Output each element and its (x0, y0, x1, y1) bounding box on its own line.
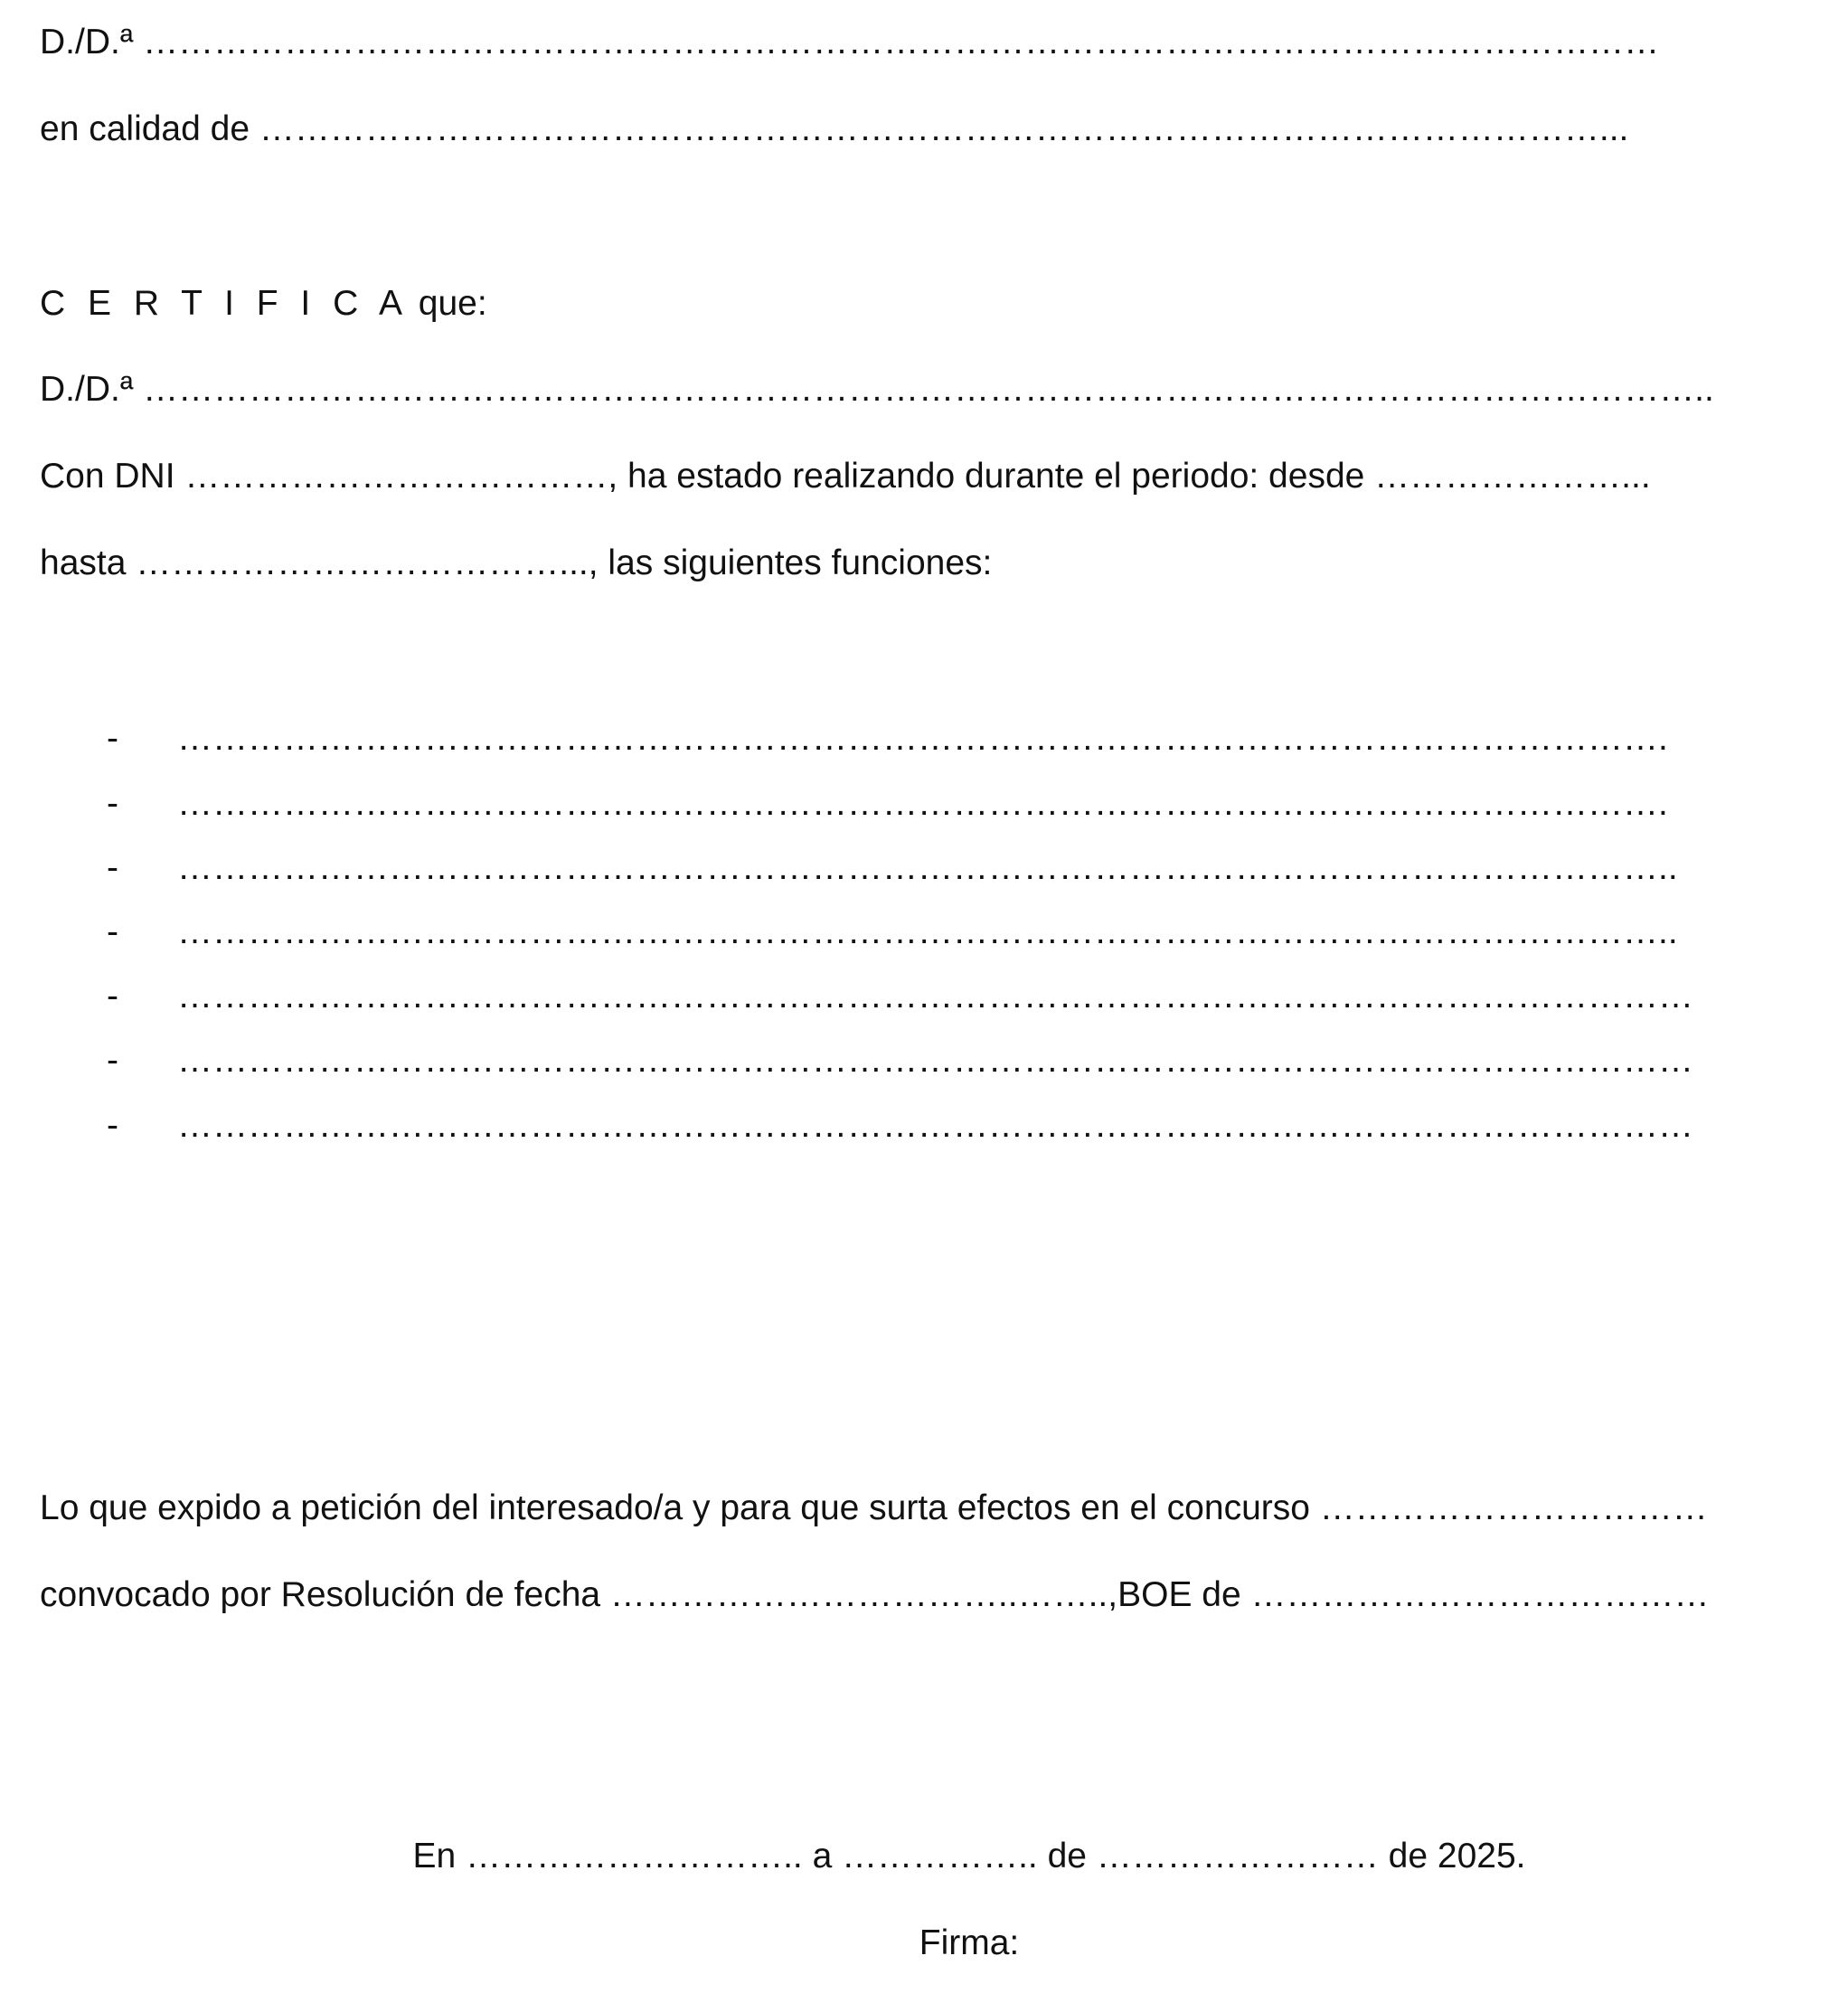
list-dash: - (107, 719, 118, 758)
certifier-name-line: D./D.ª ………………………………………………………………………………………………………………… (40, 23, 1660, 61)
period-end-line: hasta ………………………………..., las siguientes funciones: (40, 543, 993, 582)
list-item (107, 1040, 1693, 1082)
list-item-dots: ………………………………………………………………………………………………………………. (177, 784, 1668, 823)
place-date-line: En ……………………….. a …………….. de …………………… de 2025. (412, 1837, 1526, 1875)
list-item (107, 783, 1668, 825)
certifica-suffix: que: (408, 284, 487, 323)
list-item (107, 718, 1668, 760)
list-dash: - (107, 912, 118, 951)
list-item (107, 912, 1678, 953)
certifica-heading (40, 283, 487, 325)
list-item (107, 1105, 1693, 1147)
certifier-role-line: en calidad de ……………………………………………………………………………………………………... (40, 109, 1629, 148)
list-item-dots: ………………………………………………………………………………………………………………… (177, 1041, 1693, 1080)
dni-period-line: Con DNI ………………………………, ha estado realizando durante el periodo: desde …………………... (40, 457, 1651, 496)
list-item-dots: ………………………………………………………………………………………………………………… (177, 1106, 1693, 1145)
list-dash: - (107, 784, 118, 823)
certifica-label: C E R T I F I C A (40, 284, 409, 323)
list-item (107, 847, 1678, 889)
list-item-dots: ……………………………………………………………………………………………………………….. (177, 848, 1678, 887)
list-item-dots: ………………………………………………………………………………………………………………. (177, 719, 1668, 758)
list-item-dots: ……………………………………………………………………………………………………………….. (177, 912, 1678, 951)
list-dash: - (107, 1041, 118, 1080)
list-dash: - (107, 1106, 118, 1145)
list-dash: - (107, 977, 118, 1016)
person-name-line: D./D.ª …………………………………………………………………………………………………………………….. (40, 370, 1714, 409)
signature-label: Firma: (919, 1923, 1020, 1962)
list-dash: - (107, 848, 118, 887)
closing-line-2: convocado por Resolución de fecha ……………………………..……..,BOE de ………………………………… (40, 1575, 1710, 1614)
list-item-dots: ………………………………………………………………………………………………………………… (177, 977, 1693, 1016)
closing-line-1: Lo que expido a petición del interesado/a y para que surta efectos en el concurso …………………………… (40, 1488, 1708, 1527)
list-item (107, 976, 1693, 1017)
